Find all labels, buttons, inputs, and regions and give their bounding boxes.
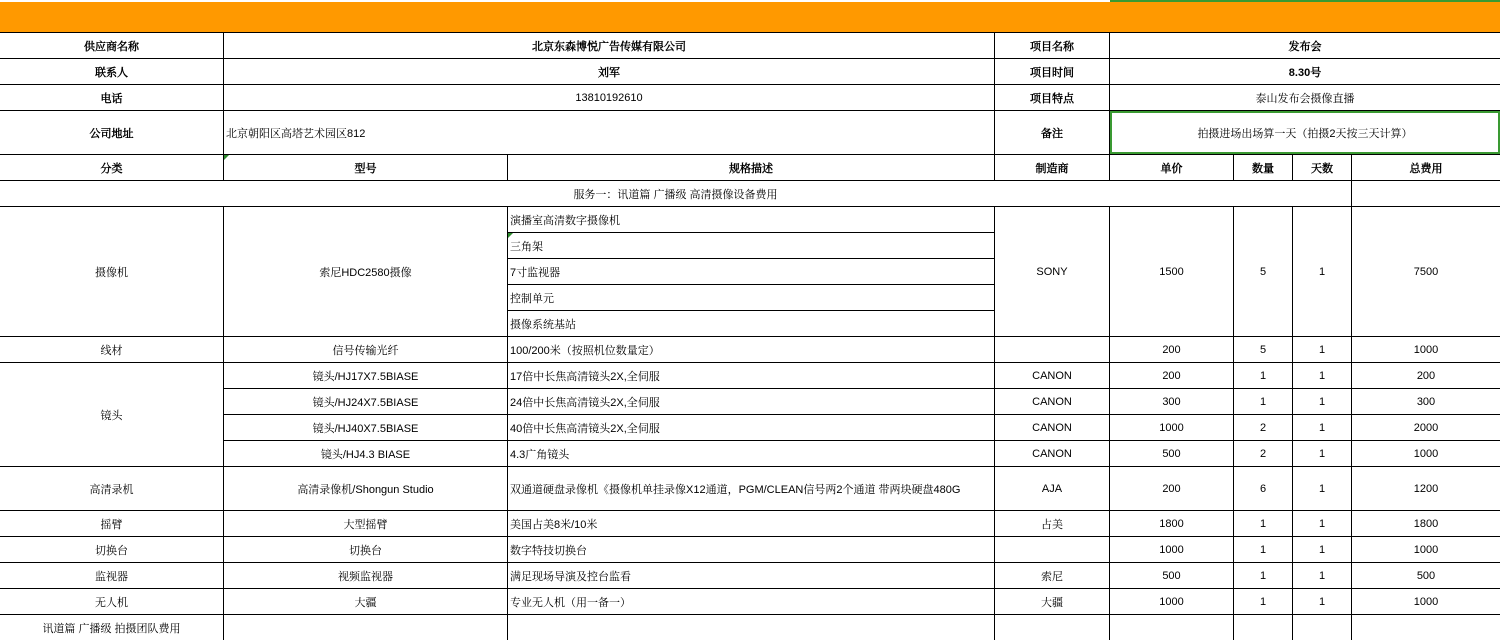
item-model[interactable]: 视频监视器 — [224, 563, 507, 588]
item-model[interactable]: 镜头/HJ4.3 BIASE — [224, 441, 507, 466]
item-spec[interactable]: 美国占美8米/10米 — [508, 511, 994, 536]
item-total[interactable]: 1000 — [1352, 337, 1500, 362]
item-total[interactable]: 1200 — [1352, 467, 1500, 510]
item-spec[interactable]: 演播室高清数字摄像机 — [508, 207, 994, 232]
item-spec[interactable] — [508, 233, 994, 258]
item-spec[interactable]: 100/200米（按照机位数量定） — [508, 337, 994, 362]
item-maker[interactable]: CANON — [995, 415, 1109, 440]
item-spec[interactable]: 4.3广角镜头 — [508, 441, 994, 466]
empty-cell[interactable] — [1234, 615, 1292, 640]
item-unit-price[interactable]: 200 — [1110, 337, 1233, 362]
item-quantity[interactable]: 1 — [1234, 511, 1292, 536]
item-spec[interactable]: 40倍中长焦高清镜头2X,全伺服 — [508, 415, 994, 440]
item-unit-price[interactable]: 500 — [1110, 563, 1233, 588]
item-model[interactable]: 大疆 — [224, 589, 507, 614]
item-total[interactable]: 1000 — [1352, 441, 1500, 466]
project-time-value[interactable]: 8.30号 — [1110, 59, 1500, 84]
item-total[interactable]: 200 — [1352, 363, 1500, 388]
header-spec[interactable]: 规格描述 — [508, 155, 994, 180]
project-name-label[interactable]: 项目名称 — [995, 33, 1109, 58]
note-value-selected-cell[interactable]: 拍摄进场出场算一天（拍摄2天按三天计算） — [1110, 111, 1500, 154]
item-total[interactable]: 300 — [1352, 389, 1500, 414]
item-maker[interactable]: AJA — [995, 467, 1109, 510]
item-days[interactable]: 1 — [1293, 537, 1351, 562]
item-days[interactable]: 1 — [1293, 563, 1351, 588]
item-model[interactable]: 切换台 — [224, 537, 507, 562]
section-title-service-1[interactable]: 服务一：讯道篇 广播级 高清摄像设备费用 — [0, 181, 1351, 206]
item-spec[interactable]: 17倍中长焦高清镜头2X,全伺服 — [508, 363, 994, 388]
error-indicator-icon — [224, 155, 229, 160]
item-maker[interactable]: CANON — [995, 363, 1109, 388]
item-quantity[interactable]: 1 — [1234, 363, 1292, 388]
item-quantity[interactable]: 5 — [1234, 337, 1292, 362]
item-total[interactable]: 1800 — [1352, 511, 1500, 536]
item-category[interactable]: 切换台 — [0, 537, 223, 562]
contact-value[interactable]: 刘军 — [224, 59, 994, 84]
item-spec[interactable]: 控制单元 — [508, 285, 994, 310]
project-feature-label[interactable]: 项目特点 — [995, 85, 1109, 110]
item-days[interactable]: 1 — [1293, 415, 1351, 440]
note-label[interactable]: 备注 — [995, 111, 1109, 154]
header-model[interactable] — [224, 155, 507, 180]
item-quantity[interactable]: 1 — [1234, 589, 1292, 614]
item-maker[interactable]: SONY — [995, 207, 1109, 336]
item-quantity[interactable]: 1 — [1234, 537, 1292, 562]
item-maker[interactable]: CANON — [995, 389, 1109, 414]
item-total[interactable]: 1000 — [1352, 589, 1500, 614]
item-days[interactable]: 1 — [1293, 511, 1351, 536]
contact-label[interactable]: 联系人 — [0, 59, 223, 84]
item-days[interactable]: 1 — [1293, 363, 1351, 388]
item-quantity[interactable]: 1 — [1234, 563, 1292, 588]
header-quantity[interactable]: 数量 — [1234, 155, 1292, 180]
item-quantity[interactable]: 2 — [1234, 441, 1292, 466]
empty-cell[interactable] — [1293, 615, 1351, 640]
item-unit-price[interactable]: 1000 — [1110, 589, 1233, 614]
empty-cell[interactable] — [1352, 615, 1500, 640]
project-feature-value[interactable]: 泰山发布会摄像直播 — [1110, 85, 1500, 110]
item-maker[interactable] — [995, 537, 1109, 562]
item-quantity[interactable]: 1 — [1234, 389, 1292, 414]
supplier-name-value[interactable]: 北京东森博悦广告传媒有限公司 — [224, 33, 994, 58]
item-spec[interactable]: 7寸监视器 — [508, 259, 994, 284]
item-model[interactable]: 信号传输光纤 — [224, 337, 507, 362]
item-model[interactable]: 镜头/HJ40X7.5BIASE — [224, 415, 507, 440]
empty-cell[interactable] — [508, 615, 994, 640]
item-unit-price[interactable]: 200 — [1110, 363, 1233, 388]
item-quantity[interactable]: 2 — [1234, 415, 1292, 440]
item-total[interactable]: 1000 — [1352, 537, 1500, 562]
item-maker[interactable]: 占美 — [995, 511, 1109, 536]
item-unit-price[interactable]: 1800 — [1110, 511, 1233, 536]
address-label[interactable]: 公司地址 — [0, 111, 223, 154]
header-unit-price[interactable]: 单价 — [1110, 155, 1233, 180]
item-days[interactable]: 1 — [1293, 589, 1351, 614]
header-model-text: 型号 — [354, 162, 377, 175]
item-category[interactable]: 摇臂 — [0, 511, 223, 536]
empty-cell[interactable] — [995, 615, 1109, 640]
error-indicator-icon — [508, 233, 513, 238]
phone-label[interactable]: 电话 — [0, 85, 223, 110]
header-category[interactable]: 分类 — [0, 155, 223, 180]
item-category[interactable]: 镜头 — [0, 363, 223, 466]
item-spec[interactable]: 摄像系统基站 — [508, 311, 994, 336]
item-days[interactable]: 1 — [1293, 337, 1351, 362]
item-spec[interactable]: 专业无人机（用一备一） — [508, 589, 994, 614]
item-spec[interactable]: 数字特技切换台 — [508, 537, 994, 562]
item-maker[interactable]: 大疆 — [995, 589, 1109, 614]
project-time-label[interactable]: 项目时间 — [995, 59, 1109, 84]
item-spec-text: 三角架 — [510, 240, 543, 253]
empty-cell[interactable] — [224, 615, 507, 640]
empty-cell[interactable] — [1352, 181, 1500, 206]
item-unit-price[interactable]: 1000 — [1110, 537, 1233, 562]
item-maker[interactable]: 索尼 — [995, 563, 1109, 588]
item-maker[interactable]: CANON — [995, 441, 1109, 466]
section-title-service-2[interactable]: 讯道篇 广播级 拍摄团队费用 — [0, 615, 223, 640]
header-total[interactable]: 总费用 — [1352, 155, 1500, 180]
item-category[interactable]: 监视器 — [0, 563, 223, 588]
item-unit-price[interactable]: 1500 — [1110, 207, 1233, 336]
item-spec[interactable]: 满足现场导演及控台监看 — [508, 563, 994, 588]
item-model[interactable]: 大型摇臂 — [224, 511, 507, 536]
item-unit-price[interactable]: 500 — [1110, 441, 1233, 466]
item-unit-price[interactable]: 200 — [1110, 467, 1233, 510]
item-quantity[interactable]: 5 — [1234, 207, 1292, 336]
address-value[interactable]: 北京朝阳区高塔艺术园区812 — [224, 111, 994, 154]
project-name-value[interactable]: 发布会 — [1110, 33, 1500, 58]
phone-value[interactable]: 13810192610 — [224, 85, 994, 110]
item-total[interactable]: 500 — [1352, 563, 1500, 588]
header-days[interactable]: 天数 — [1293, 155, 1351, 180]
item-model[interactable]: 索尼HDC2580摄像 — [224, 207, 507, 336]
item-days[interactable]: 1 — [1293, 441, 1351, 466]
item-model[interactable]: 高清录像机/Shongun Studio — [224, 467, 507, 510]
item-days[interactable]: 1 — [1293, 389, 1351, 414]
orange-header-row[interactable] — [0, 2, 1500, 32]
header-maker[interactable]: 制造商 — [995, 155, 1109, 180]
item-quantity[interactable]: 6 — [1234, 467, 1292, 510]
supplier-name-label[interactable]: 供应商名称 — [0, 33, 223, 58]
item-spec[interactable]: 24倍中长焦高清镜头2X,全伺服 — [508, 389, 994, 414]
item-category[interactable]: 线材 — [0, 337, 223, 362]
quote-table — [0, 32, 1500, 640]
item-category[interactable]: 高清录机 — [0, 467, 223, 510]
item-category[interactable]: 摄像机 — [0, 207, 223, 336]
item-days[interactable]: 1 — [1293, 467, 1351, 510]
item-maker[interactable] — [995, 337, 1109, 362]
item-model[interactable]: 镜头/HJ24X7.5BIASE — [224, 389, 507, 414]
item-model[interactable]: 镜头/HJ17X7.5BIASE — [224, 363, 507, 388]
item-total[interactable]: 7500 — [1352, 207, 1500, 336]
item-total[interactable]: 2000 — [1352, 415, 1500, 440]
item-category[interactable]: 无人机 — [0, 589, 223, 614]
item-spec[interactable]: 双通道硬盘录像机《摄像机单挂录像X12通道，PGM/CLEAN信号两2个通道 带两块硬盘480G — [508, 467, 994, 510]
item-unit-price[interactable]: 300 — [1110, 389, 1233, 414]
item-days[interactable]: 1 — [1293, 207, 1351, 336]
empty-cell[interactable] — [1110, 615, 1233, 640]
item-unit-price[interactable]: 1000 — [1110, 415, 1233, 440]
